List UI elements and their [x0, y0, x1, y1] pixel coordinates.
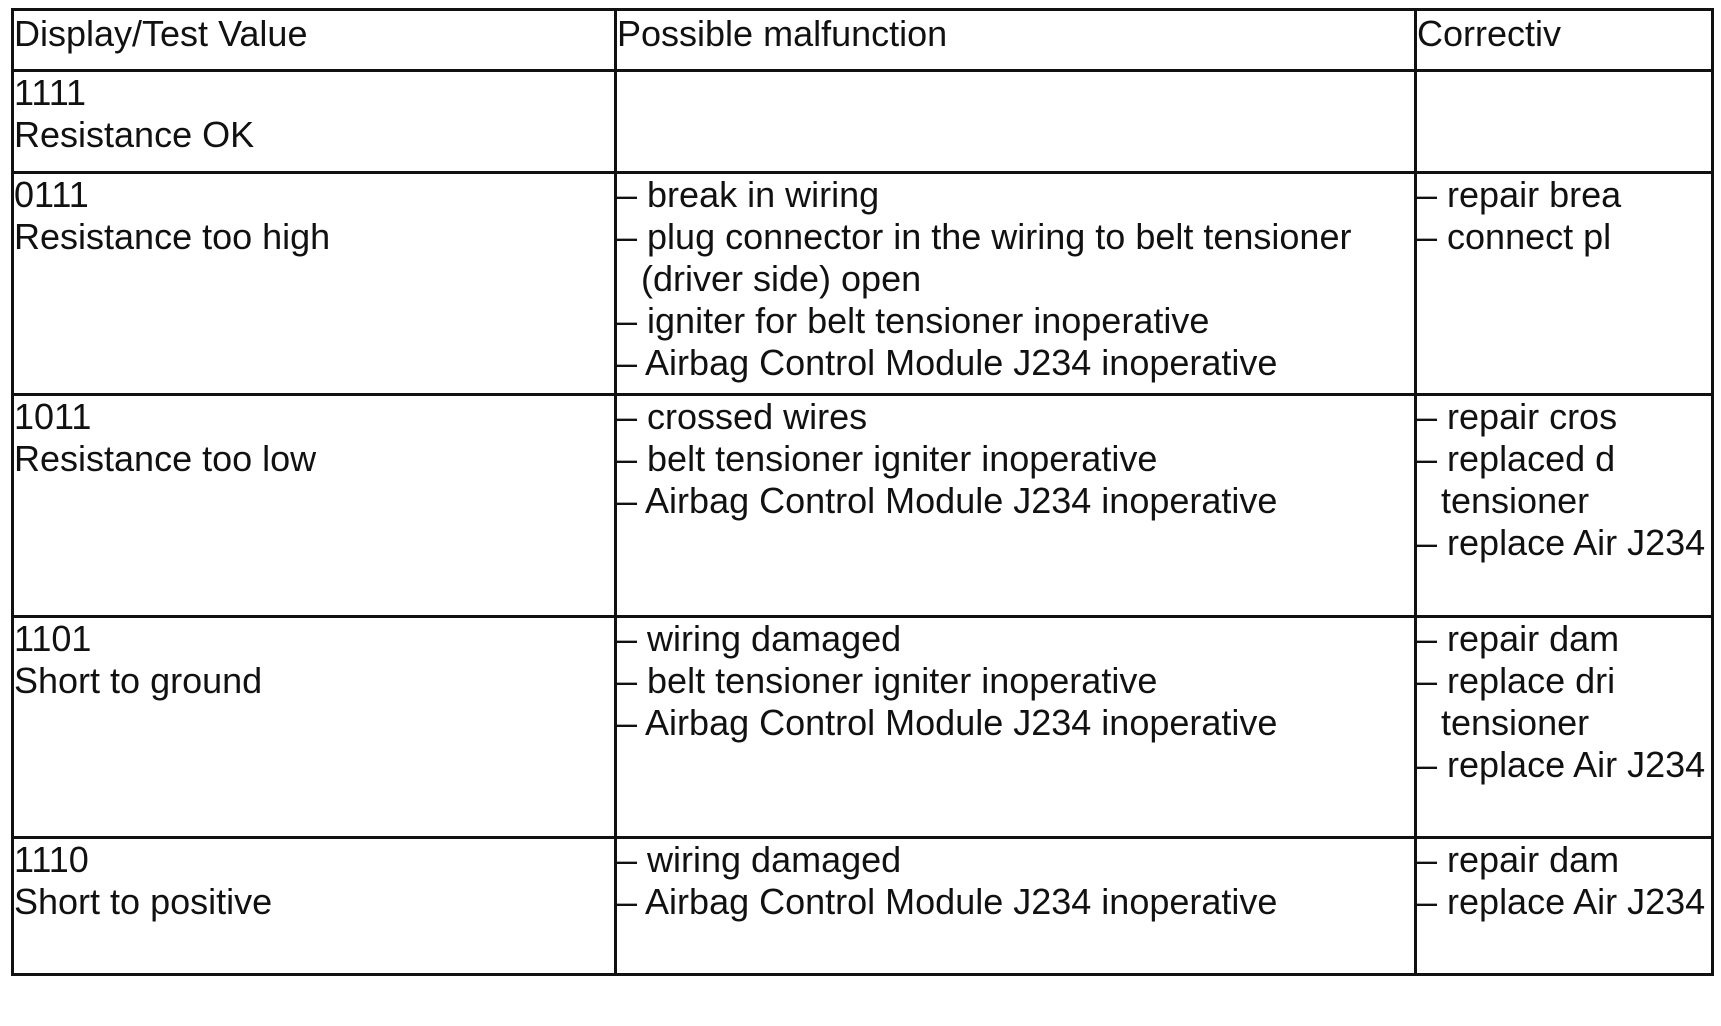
- test-status: Short to positive: [14, 881, 273, 922]
- corrective-item: – repair dam: [1417, 839, 1721, 881]
- diagnostic-table: [11, 8, 1714, 976]
- malfunction-item: – wiring damaged: [617, 839, 1414, 881]
- malfunction-item: – crossed wires: [617, 396, 1414, 438]
- malfunction-item: – Airbag Control Module J234 inoperative: [617, 702, 1414, 744]
- test-code: 1101: [14, 618, 92, 659]
- malfunction-cell: [616, 173, 1416, 395]
- test-code: 1011: [14, 396, 92, 437]
- malfunction-item: – igniter for belt tensioner inoperative: [617, 300, 1414, 342]
- table-row: [13, 395, 1713, 617]
- test-code: 1111: [14, 72, 87, 113]
- test-status: Resistance OK: [14, 114, 255, 155]
- corrective-item: – repair dam: [1417, 618, 1721, 660]
- corrective-item: – replaced d tensioner: [1417, 438, 1721, 522]
- display-value-cell: [13, 838, 616, 975]
- malfunction-item: – Airbag Control Module J234 inoperative: [617, 342, 1414, 384]
- header-display-test-value: Display/Test Value: [13, 10, 616, 71]
- malfunction-item: – Airbag Control Module J234 inoperative: [617, 480, 1414, 522]
- display-value-cell: [13, 395, 616, 617]
- test-status: Resistance too high: [14, 216, 331, 257]
- corrective-cell: [1416, 173, 1713, 395]
- display-value-cell: [13, 173, 616, 395]
- table-row: [13, 838, 1713, 975]
- corrective-item: – connect pl: [1417, 216, 1721, 258]
- malfunction-item: – Airbag Control Module J234 inoperative: [617, 881, 1414, 923]
- table-row: [13, 71, 1713, 173]
- corrective-item: – repair brea: [1417, 174, 1721, 216]
- malfunction-item: – plug connector in the wiring to belt tensioner (driver side) open: [617, 216, 1414, 300]
- corrective-item: – replace Air J234: [1417, 881, 1721, 923]
- malfunction-cell: [616, 838, 1416, 975]
- corrective-cell: [1416, 395, 1713, 617]
- table-row: [13, 617, 1713, 838]
- table-header-row: [13, 10, 1713, 71]
- malfunction-item: – belt tensioner igniter inoperative: [617, 660, 1414, 702]
- display-value-cell: [13, 617, 616, 838]
- table-row: [13, 173, 1713, 395]
- malfunction-cell: [616, 71, 1416, 173]
- corrective-cell: [1416, 71, 1713, 173]
- malfunction-item: – belt tensioner igniter inoperative: [617, 438, 1414, 480]
- test-code: 1110: [14, 839, 89, 880]
- corrective-item: – repair cros: [1417, 396, 1721, 438]
- corrective-item: – replace Air J234: [1417, 744, 1721, 786]
- corrective-item: – replace dri tensioner: [1417, 660, 1721, 744]
- corrective-cell: [1416, 617, 1713, 838]
- test-status: Short to ground: [14, 660, 263, 701]
- diagnostic-table-container: [11, 8, 1706, 1020]
- corrective-item: – replace Air J234: [1417, 522, 1721, 564]
- test-code: 0111: [14, 174, 89, 215]
- header-corrective-action: Correctiv: [1416, 10, 1713, 71]
- corrective-cell: [1416, 838, 1713, 975]
- display-value-cell: [13, 71, 616, 173]
- malfunction-item: – break in wiring: [617, 174, 1414, 216]
- malfunction-cell: [616, 395, 1416, 617]
- malfunction-item: – wiring damaged: [617, 618, 1414, 660]
- test-status: Resistance too low: [14, 438, 317, 479]
- malfunction-cell: [616, 617, 1416, 838]
- header-possible-malfunction: Possible malfunction: [616, 10, 1416, 71]
